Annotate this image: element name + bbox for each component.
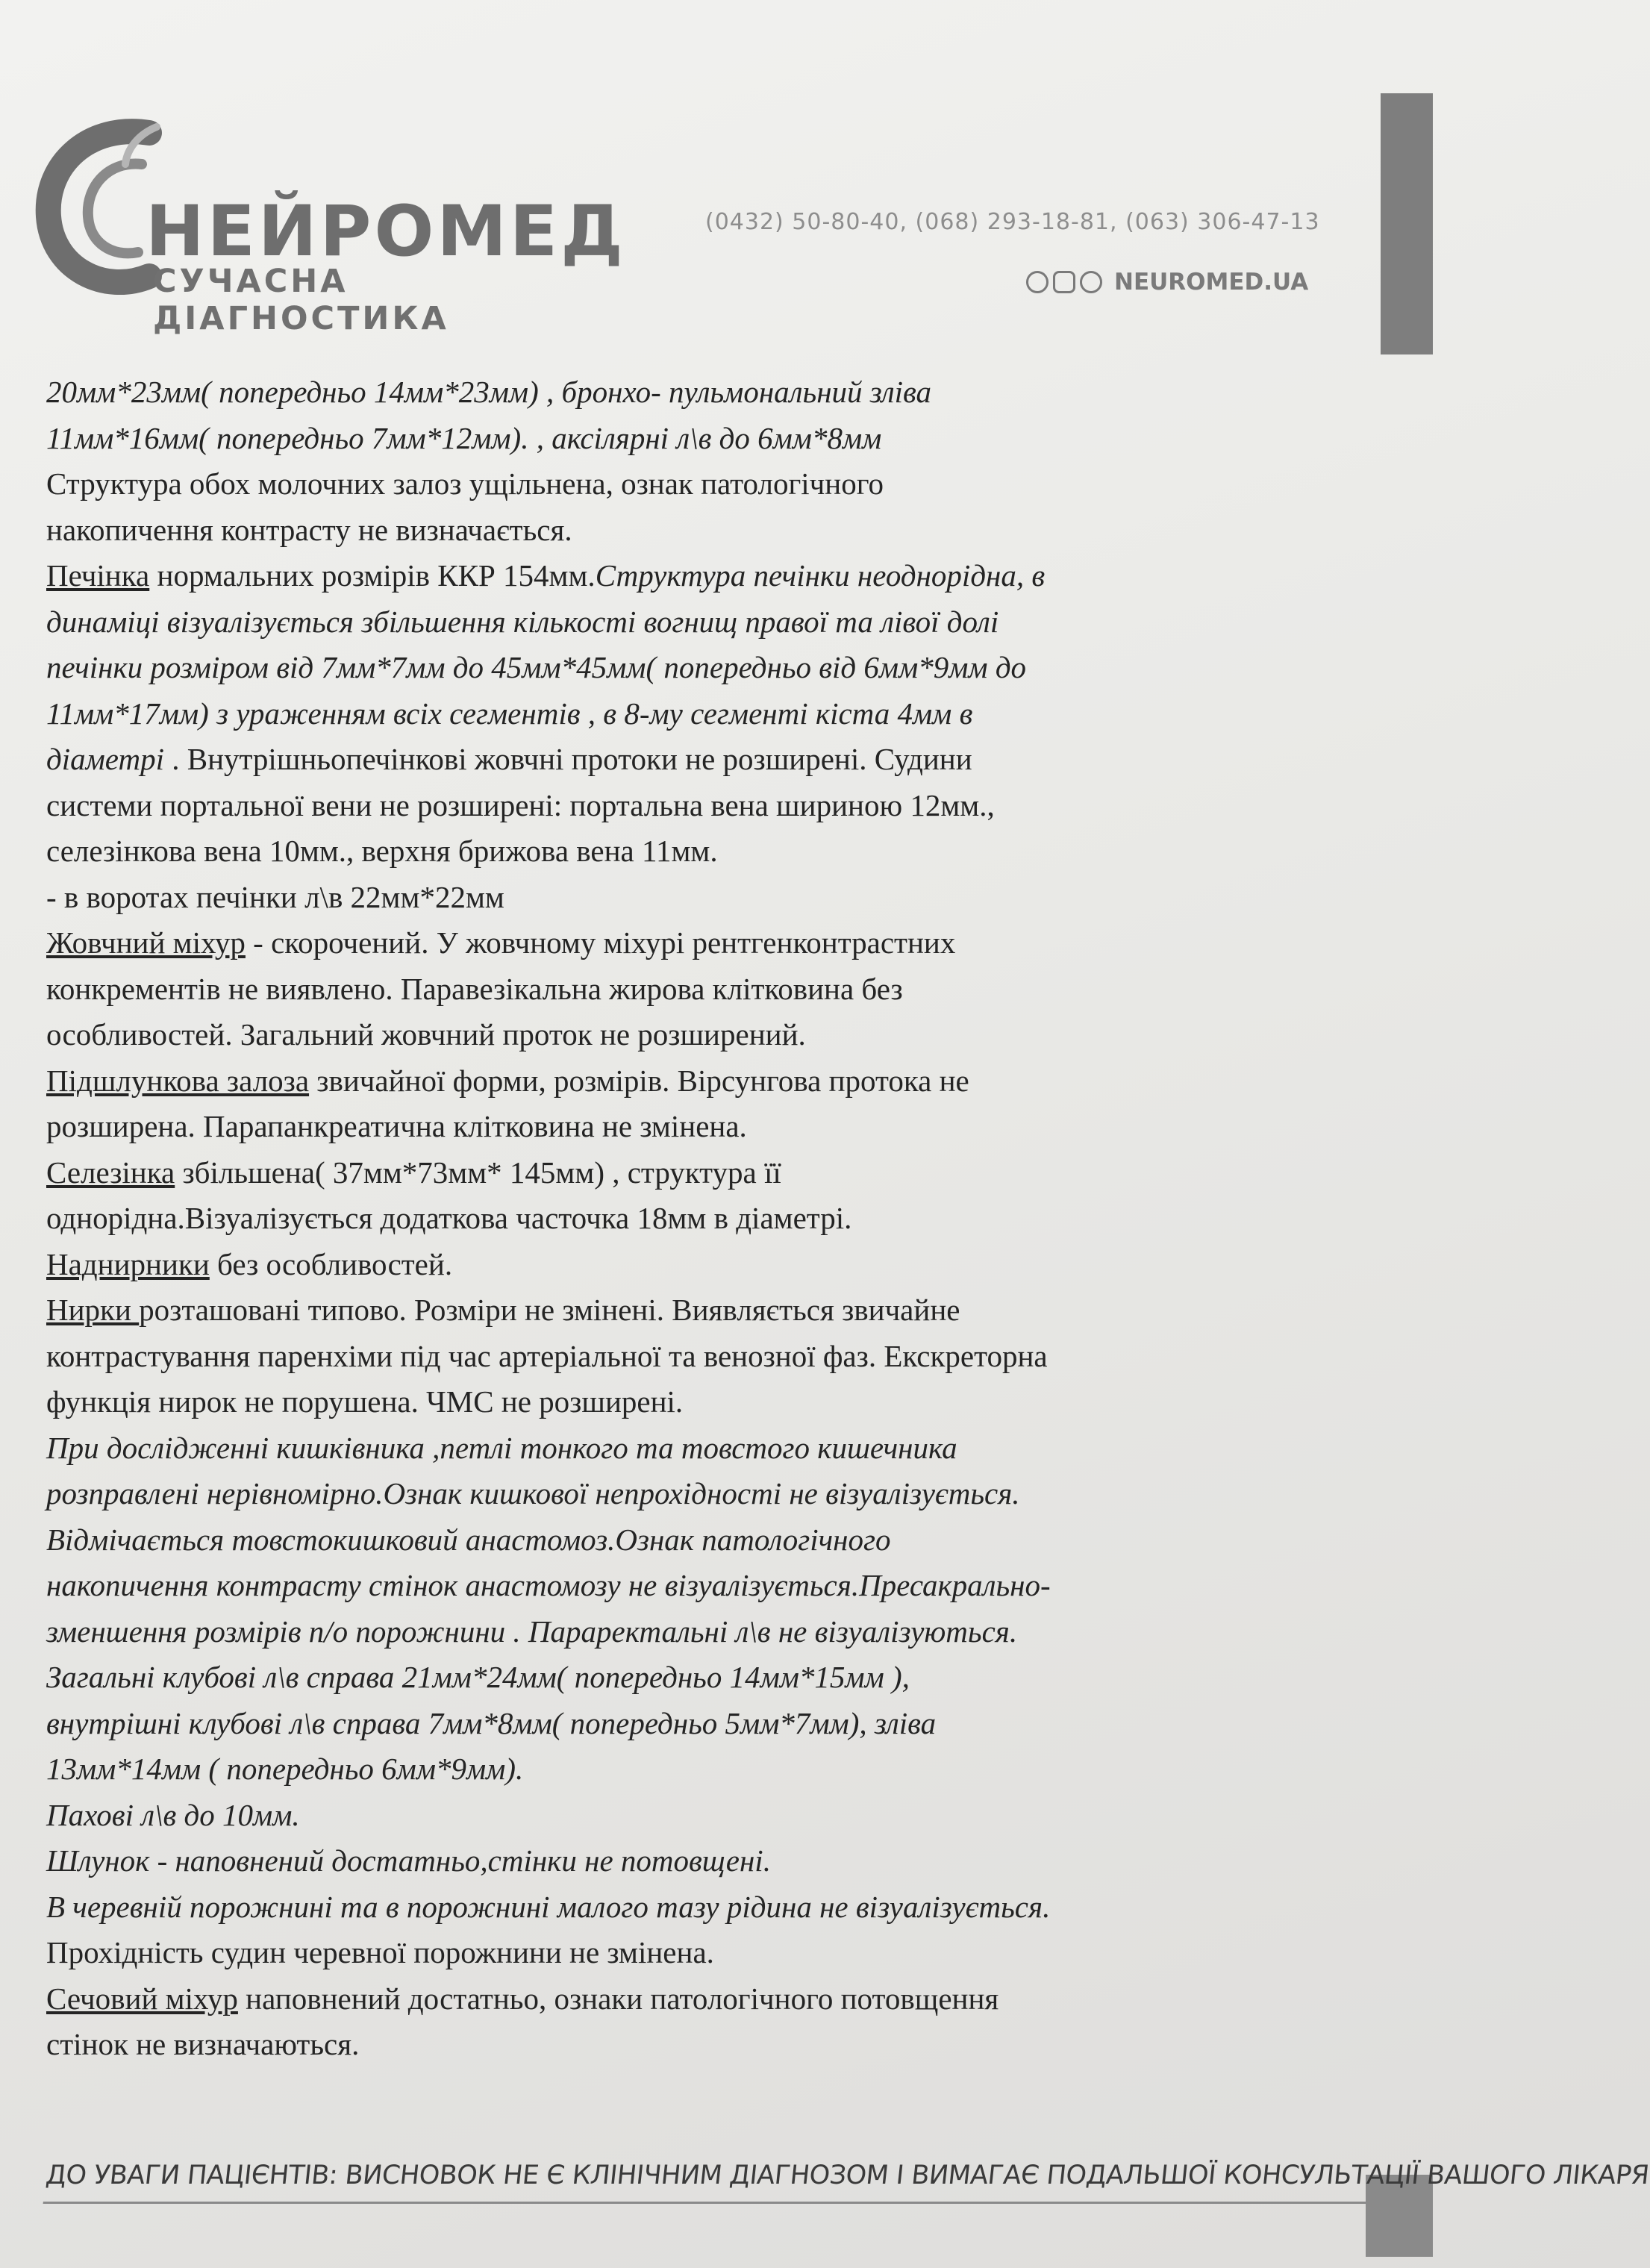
web-icon[interactable] <box>1026 271 1049 293</box>
report-line: печінки розміром від 7мм*7мм до 45мм*45мм( попередньо від 6мм*9мм до <box>46 650 1027 684</box>
report-line: особливостей. Загальний жовчний проток не розширений. <box>46 1017 806 1052</box>
report-body <box>46 369 1330 2068</box>
report-line: Прохідність судин черевної порожнини не змінена. <box>46 1935 714 1969</box>
report-line: 11мм*17мм) з ураженням всіх сегментів , в 8-му сегменті кіста 4мм в <box>46 696 973 731</box>
report-line: накопичення контрасту не визначається. <box>46 512 572 547</box>
report-line: Відмічається товстокишковий анастомоз.Ознак патологічного <box>46 1522 891 1557</box>
social-links <box>1026 269 1308 296</box>
report-line: При дослідженні кишківника ,петлі тонкого та товстого кишечника <box>46 1430 957 1465</box>
section-spleen: Селезінка <box>46 1155 175 1190</box>
report-line: розправлені нерівномірно.Ознак кишкової непрохідності не візуалізується. <box>46 1476 1020 1511</box>
report-line <box>46 737 1330 783</box>
report-line: зменшення розмірів п/о порожнини . Параректальні л\в не візуалізуються. <box>46 1613 1018 1649</box>
report-line: селезінкова вена 10мм., верхня брижова вена 11мм. <box>46 834 718 868</box>
report-line <box>46 1976 1330 2022</box>
report-text: збільшена( 37мм*73мм* 145мм) , структура її <box>175 1155 781 1190</box>
report-line <box>46 1287 1330 1334</box>
report-line: 11мм*16мм( попередньо 7мм*12мм). , аксілярні л\в до 6мм*8мм <box>46 420 882 455</box>
report-line: стінок не визначаються. <box>46 2027 360 2061</box>
report-line: конкрементів не виявлено. Паравезікальна жирова клітковина без <box>46 971 903 1006</box>
facebook-icon[interactable] <box>1080 271 1102 293</box>
report-text: нормальних розмірів ККР 154мм. <box>149 558 596 593</box>
section-kidneys: Нирки <box>46 1293 140 1327</box>
report-line <box>46 553 1330 599</box>
website-link[interactable]: NEUROMED.UA <box>1114 269 1309 296</box>
section-pancreas: Підшлункова залоза <box>46 1063 310 1098</box>
report-line: Шлунок - наповнений достатньо,стінки не потовщені. <box>46 1843 771 1878</box>
section-gallbladder: Жовчний міхур <box>46 925 246 960</box>
report-text: наповнений достатньо, ознаки патологічного потовщення <box>237 1981 999 2016</box>
report-line <box>46 920 1330 966</box>
report-text: діаметрі <box>46 742 164 776</box>
instagram-icon[interactable] <box>1053 271 1075 293</box>
report-line: функція нирок не порушена. ЧМС не розширені. <box>46 1384 684 1419</box>
report-line <box>46 1242 1330 1288</box>
report-line: 13мм*14мм ( попередньо 6мм*9мм). <box>46 1752 524 1786</box>
footer-divider <box>43 2202 1372 2204</box>
report-line: динаміці візуалізується збільшення кількості вогнищ правої та лівої долі <box>46 604 999 639</box>
report-line <box>46 1150 1330 1196</box>
section-liver: Печінка <box>46 558 150 593</box>
report-line: Загальні клубові л\в справа 21мм*24мм( попередньо 14мм*15мм ), <box>46 1660 910 1694</box>
contact-phones: (0432) 50-80-40, (068) 293-18-81, (063) 306-47-13 <box>705 209 1320 235</box>
report-text: Структура печінки неоднорідна, в <box>595 558 1046 593</box>
report-line: В черевній порожнині та в порожнині малого тазу рідина не візуалізується. <box>46 1889 1051 1924</box>
report-text: - скорочений. У жовчному міхурі рентгенконтрастних <box>245 925 956 960</box>
section-adrenals: Наднирники <box>46 1246 210 1281</box>
report-line: системи портальної вени не розширені: портальна вена шириною 12мм., <box>46 787 995 822</box>
report-line: контрастування паренхіми під час артеріальної та венозної фаз. Екскреторна <box>46 1338 1048 1373</box>
report-line: розширена. Парапанкреатична клітковина не змінена. <box>46 1109 747 1143</box>
report-line: внутрішні клубові л\в справа 7мм*8мм( попередньо 5мм*7мм), зліва <box>46 1705 937 1740</box>
brand-name: НЕЙРОМЕД <box>146 191 626 272</box>
report-line: Пахові л\в до 10мм. <box>46 1797 300 1832</box>
report-line: Структура обох молочних залоз ущільнена, ознак патологічного <box>46 466 884 501</box>
report-text: розташовані типово. Розміри не змінені. Виявляється звичайне <box>139 1293 960 1327</box>
neuromed-logo <box>37 119 626 337</box>
report-line: 20мм*23мм( попередньо 14мм*23мм) , бронхо- пульмональний зліва <box>46 375 932 409</box>
report-line <box>46 1058 1330 1105</box>
report-text: без особливостей. <box>209 1246 453 1281</box>
section-bladder: Сечовий міхур <box>46 1981 238 2016</box>
scan-edge-bar <box>1381 93 1433 354</box>
report-line: накопичення контрасту стінок анастомозу не візуалізується.Пресакрально- <box>46 1568 1051 1602</box>
brand-tagline: СУЧАСНА ДІАГНОСТИКА <box>153 263 449 337</box>
report-text: . Внутрішньопечінкові жовчні протоки не розширені. Судини <box>163 742 972 776</box>
patient-notice <box>42 2161 1650 2213</box>
report-line: - в воротах печінки л\в 22мм*22мм <box>46 879 504 914</box>
patient-notice-text: ДО УВАГИ ПАЦІЄНТІВ: ВИСНОВОК НЕ Є КЛІНІЧНИМ ДІАГНОЗОМ І ВИМАГАЄ ПОДАЛЬШОЇ КОНСУЛЬТАЦІЇ ВАШОГО ЛІКАРЯ <box>44 2161 1650 2190</box>
report-line: однорідна.Візуалізується додаткова часточка 18мм в діаметрі. <box>46 1201 852 1235</box>
report-text: звичайної форми, розмірів. Вірсунгова протока не <box>309 1063 969 1098</box>
